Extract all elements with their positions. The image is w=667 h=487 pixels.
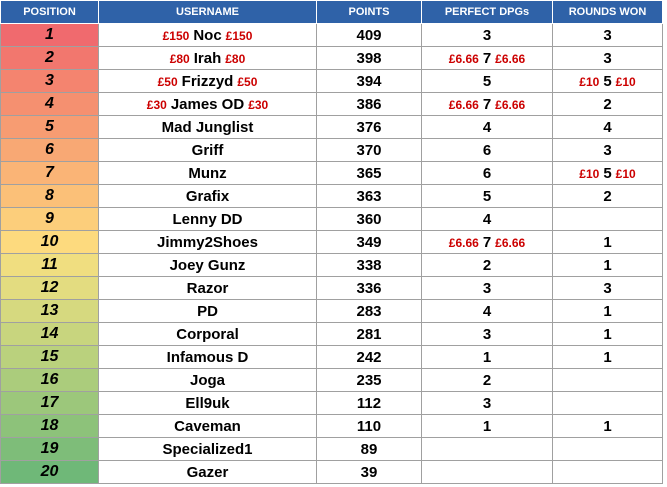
prize-suffix: £150 (225, 28, 253, 43)
points-cell: 376 (317, 116, 422, 139)
rounds-won-cell (553, 254, 663, 277)
position-cell: 19 (1, 438, 99, 461)
perfect-dpgs-cell (422, 162, 553, 185)
points-cell: 360 (317, 208, 422, 231)
username-text: Grafix (185, 187, 230, 205)
perfect-dpgs-cell (422, 369, 553, 392)
perfect-dpgs-cell (422, 208, 553, 231)
header-position: POSITION (1, 1, 99, 24)
points-cell: 89 (317, 438, 422, 461)
rounds-won-cell (553, 208, 663, 231)
perfect-dpgs-cell (422, 185, 553, 208)
username-cell (99, 116, 317, 139)
username-text: Frizzyd (181, 72, 234, 90)
username-cell (99, 461, 317, 484)
table-row (1, 461, 663, 484)
table-row (1, 300, 663, 323)
prize-prefix: £6.66 (448, 235, 479, 250)
prize-suffix: £80 (225, 51, 246, 66)
table-row (1, 415, 663, 438)
username-text: Specialized1 (162, 440, 253, 458)
points-cell: 336 (317, 277, 422, 300)
rounds-won-cell (553, 461, 663, 484)
username-cell (99, 93, 317, 116)
rounds-won-value: 4 (603, 118, 612, 136)
table-row (1, 24, 663, 47)
username-cell (99, 47, 317, 70)
rounds-won-value: 1 (603, 325, 612, 343)
username-cell (99, 323, 317, 346)
perfect-dpgs-value: 4 (482, 210, 492, 228)
table-row (1, 438, 663, 461)
perfect-dpgs-value: 3 (482, 26, 492, 44)
perfect-dpgs-value: 7 (482, 233, 492, 251)
points-cell: 394 (317, 70, 422, 93)
rounds-won-cell (553, 47, 663, 70)
rounds-won-cell (553, 438, 663, 461)
rounds-won-cell (553, 162, 663, 185)
position-cell: 3 (1, 70, 99, 93)
rounds-won-value: 3 (603, 49, 612, 67)
rounds-won-cell (553, 277, 663, 300)
rounds-won-value: 5 (603, 164, 612, 182)
perfect-dpgs-cell (422, 277, 553, 300)
perfect-dpgs-cell (422, 346, 553, 369)
prize-prefix: £30 (146, 97, 167, 112)
rounds-won-value: 1 (603, 256, 612, 274)
perfect-dpgs-value: 2 (482, 371, 492, 389)
table-row (1, 208, 663, 231)
perfect-dpgs-value: 6 (482, 164, 492, 182)
header-username: USERNAME (99, 1, 317, 24)
username-cell (99, 208, 317, 231)
position-cell: 11 (1, 254, 99, 277)
table-row (1, 70, 663, 93)
points-cell: 235 (317, 369, 422, 392)
perfect-dpgs-value: 2 (482, 256, 492, 274)
header-row (1, 1, 663, 24)
prize-suffix: £6.66 (495, 235, 526, 250)
points-cell: 409 (317, 24, 422, 47)
username-cell (99, 438, 317, 461)
points-cell: 281 (317, 323, 422, 346)
position-cell: 14 (1, 323, 99, 346)
username-cell (99, 70, 317, 93)
rounds-won-value: 1 (603, 233, 612, 251)
perfect-dpgs-value: 4 (482, 302, 492, 320)
username-text: Irah (193, 49, 222, 67)
leaderboard-body (1, 24, 663, 484)
position-cell: 1 (1, 24, 99, 47)
points-cell: 283 (317, 300, 422, 323)
position-cell: 6 (1, 139, 99, 162)
position-cell: 12 (1, 277, 99, 300)
points-cell: 398 (317, 47, 422, 70)
points-cell: 242 (317, 346, 422, 369)
table-row (1, 93, 663, 116)
position-cell: 13 (1, 300, 99, 323)
prize-suffix: £6.66 (495, 97, 526, 112)
rounds-won-value: 3 (603, 279, 612, 297)
username-cell (99, 415, 317, 438)
table-row (1, 47, 663, 70)
perfect-dpgs-cell (422, 231, 553, 254)
perfect-dpgs-cell (422, 438, 553, 461)
perfect-dpgs-cell (422, 254, 553, 277)
username-text: Munz (188, 164, 227, 182)
perfect-dpgs-value: 7 (482, 95, 492, 113)
table-row (1, 392, 663, 415)
username-text: Caveman (174, 417, 241, 435)
points-cell: 338 (317, 254, 422, 277)
position-cell: 15 (1, 346, 99, 369)
rounds-won-cell (553, 93, 663, 116)
username-cell (99, 277, 317, 300)
perfect-dpgs-cell (422, 392, 553, 415)
position-cell: 4 (1, 93, 99, 116)
position-cell: 20 (1, 461, 99, 484)
username-text: Joga (189, 371, 225, 389)
position-cell: 7 (1, 162, 99, 185)
points-cell: 386 (317, 93, 422, 116)
table-row (1, 323, 663, 346)
rounds-won-cell (553, 116, 663, 139)
header-points: POINTS (317, 1, 422, 24)
points-cell: 349 (317, 231, 422, 254)
perfect-dpgs-value: 5 (482, 187, 492, 205)
perfect-dpgs-cell (422, 47, 553, 70)
prize-suffix: £50 (237, 74, 258, 89)
perfect-dpgs-cell (422, 300, 553, 323)
rounds-won-cell (553, 70, 663, 93)
position-cell: 17 (1, 392, 99, 415)
username-cell (99, 185, 317, 208)
table-row (1, 162, 663, 185)
position-cell: 8 (1, 185, 99, 208)
username-text: Ell9uk (185, 394, 230, 412)
points-cell: 363 (317, 185, 422, 208)
perfect-dpgs-cell (422, 116, 553, 139)
prize-prefix: £6.66 (448, 97, 479, 112)
username-text: Razor (186, 279, 229, 297)
username-cell (99, 392, 317, 415)
rounds-won-cell (553, 415, 663, 438)
perfect-dpgs-cell (422, 139, 553, 162)
table-row (1, 116, 663, 139)
prize-suffix: £10 (615, 166, 636, 181)
table-row (1, 277, 663, 300)
prize-prefix: £150 (162, 28, 190, 43)
rounds-won-value: 1 (603, 348, 612, 366)
username-cell (99, 24, 317, 47)
rounds-won-cell (553, 231, 663, 254)
points-cell: 112 (317, 392, 422, 415)
rounds-won-cell (553, 139, 663, 162)
rounds-won-cell (553, 392, 663, 415)
perfect-dpgs-value: 6 (482, 141, 492, 159)
perfect-dpgs-cell (422, 461, 553, 484)
table-row (1, 231, 663, 254)
table-row (1, 254, 663, 277)
perfect-dpgs-value: 3 (482, 279, 492, 297)
username-text: Griff (191, 141, 224, 159)
username-text: Lenny DD (172, 210, 243, 228)
perfect-dpgs-cell (422, 24, 553, 47)
perfect-dpgs-value: 5 (482, 72, 492, 90)
rounds-won-cell (553, 369, 663, 392)
position-cell: 16 (1, 369, 99, 392)
table-row (1, 346, 663, 369)
username-cell (99, 231, 317, 254)
prize-suffix: £30 (248, 97, 269, 112)
prize-prefix: £10 (579, 166, 600, 181)
rounds-won-cell (553, 24, 663, 47)
rounds-won-value: 5 (603, 72, 612, 90)
perfect-dpgs-value: 1 (482, 417, 492, 435)
username-cell (99, 300, 317, 323)
points-cell: 110 (317, 415, 422, 438)
username-cell (99, 139, 317, 162)
rounds-won-value: 2 (603, 187, 612, 205)
perfect-dpgs-value: 1 (482, 348, 492, 366)
perfect-dpgs-value: 3 (482, 325, 492, 343)
perfect-dpgs-cell (422, 323, 553, 346)
username-text: Joey Gunz (169, 256, 246, 274)
username-text: Infamous D (166, 348, 249, 366)
position-cell: 5 (1, 116, 99, 139)
table-row (1, 369, 663, 392)
username-text: Mad Junglist (161, 118, 254, 136)
username-text: Gazer (186, 463, 229, 481)
prize-prefix: £6.66 (448, 51, 479, 66)
username-cell (99, 369, 317, 392)
prize-suffix: £10 (615, 74, 636, 89)
rounds-won-value: 3 (603, 141, 612, 159)
rounds-won-cell (553, 300, 663, 323)
perfect-dpgs-value: 4 (482, 118, 492, 136)
table-row (1, 139, 663, 162)
perfect-dpgs-value: 7 (482, 49, 492, 67)
prize-prefix: £10 (579, 74, 600, 89)
table-row (1, 185, 663, 208)
prize-suffix: £6.66 (495, 51, 526, 66)
prize-prefix: £50 (157, 74, 178, 89)
rounds-won-cell (553, 185, 663, 208)
username-cell (99, 346, 317, 369)
position-cell: 10 (1, 231, 99, 254)
rounds-won-value: 1 (603, 302, 612, 320)
points-cell: 370 (317, 139, 422, 162)
prize-prefix: £80 (169, 51, 190, 66)
header-rounds-won: ROUNDS WON (553, 1, 663, 24)
username-text: PD (197, 302, 218, 320)
position-cell: 2 (1, 47, 99, 70)
username-cell (99, 254, 317, 277)
perfect-dpgs-cell (422, 415, 553, 438)
username-cell (99, 162, 317, 185)
rounds-won-cell (553, 346, 663, 369)
perfect-dpgs-value: 3 (482, 394, 492, 412)
points-cell: 365 (317, 162, 422, 185)
perfect-dpgs-cell (422, 70, 553, 93)
username-text: Corporal (176, 325, 239, 343)
header-perfect-dpgs: PERFECT DPGs (422, 1, 553, 24)
rounds-won-value: 1 (603, 417, 612, 435)
rounds-won-value: 3 (603, 26, 612, 44)
points-cell: 39 (317, 461, 422, 484)
username-text: James OD (170, 95, 245, 113)
rounds-won-value: 2 (603, 95, 612, 113)
position-cell: 18 (1, 415, 99, 438)
perfect-dpgs-cell (422, 93, 553, 116)
position-cell: 9 (1, 208, 99, 231)
rounds-won-cell (553, 323, 663, 346)
username-text: Noc (193, 26, 222, 44)
username-text: Jimmy2Shoes (157, 233, 258, 251)
